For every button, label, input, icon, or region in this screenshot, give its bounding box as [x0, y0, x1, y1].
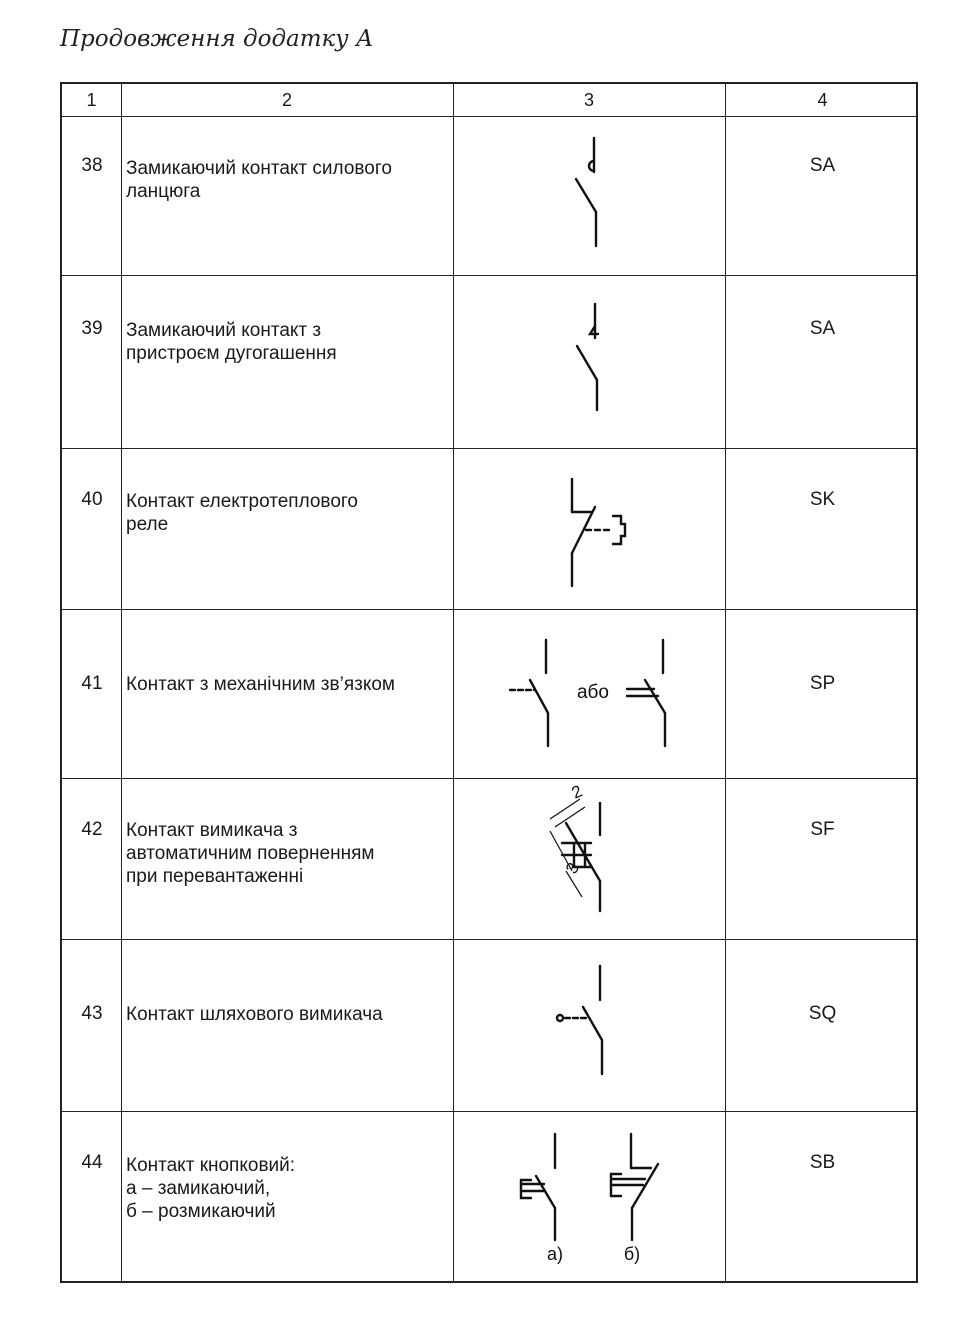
- row-number: 38: [81, 155, 103, 176]
- column-header-4: 4: [817, 90, 828, 110]
- row-description: Контакт вимикача з автоматичним поверненням при перевантаженні: [126, 820, 375, 887]
- row-code: SA: [809, 155, 836, 176]
- row-code: SA: [809, 318, 836, 339]
- table-row: [62, 117, 916, 275]
- row-code: SF: [810, 819, 835, 840]
- row-number: 39: [81, 318, 103, 339]
- row-number: 41: [81, 673, 103, 694]
- pushbutton-contact-symbol-icon: [455, 1112, 725, 1282]
- row-description: Контакт з механічним зв’язком: [126, 674, 395, 695]
- row-description: Замикаючий контакт силового ланцюга: [126, 158, 392, 202]
- row-number: 43: [81, 1003, 103, 1024]
- table-row: [62, 779, 916, 939]
- row-description: Контакт кнопковий: а – замикаючий, б – розмикаючий: [126, 1155, 296, 1222]
- table-row: [62, 1112, 916, 1282]
- symbols-table: [60, 82, 918, 1283]
- row-description: Контакт шляхового вимикача: [126, 1004, 383, 1025]
- power-circuit-contact-symbol-icon: [455, 117, 725, 275]
- row-number: 42: [81, 819, 103, 840]
- column-header-3: 3: [583, 90, 594, 110]
- table-row: [62, 610, 916, 778]
- table-row: [62, 449, 916, 609]
- auto-return-breaker-contact-symbol-icon: [455, 779, 725, 939]
- row-number: 44: [81, 1152, 103, 1173]
- variant-label-a: а): [546, 1244, 564, 1264]
- table-row: [62, 276, 916, 448]
- column-header-1: 1: [86, 90, 97, 110]
- thermal-relay-contact-symbol-icon: [455, 449, 725, 609]
- row-code: SK: [809, 489, 836, 510]
- column-header-2: 2: [281, 90, 292, 110]
- limit-switch-contact-symbol-icon: [455, 940, 725, 1111]
- row-description: Замикаючий контакт з пристроєм дугогашення: [126, 320, 337, 364]
- symbol-or-text: або: [576, 682, 610, 703]
- row-code: SP: [809, 673, 836, 694]
- row-number: 40: [81, 489, 103, 510]
- table-row: [62, 940, 916, 1111]
- row-description: Контакт електротеплового реле: [126, 491, 358, 535]
- row-code: SB: [809, 1152, 836, 1173]
- dimension-mark-2: 2: [568, 781, 586, 803]
- mechanical-link-contact-symbol-icon: [455, 610, 725, 778]
- dimension-mark-3: 3: [562, 859, 584, 877]
- page-heading: Продовження додатку А: [60, 26, 374, 52]
- variant-label-b: б): [623, 1244, 641, 1264]
- arc-suppression-contact-symbol-icon: [455, 276, 725, 448]
- row-code: SQ: [808, 1003, 837, 1024]
